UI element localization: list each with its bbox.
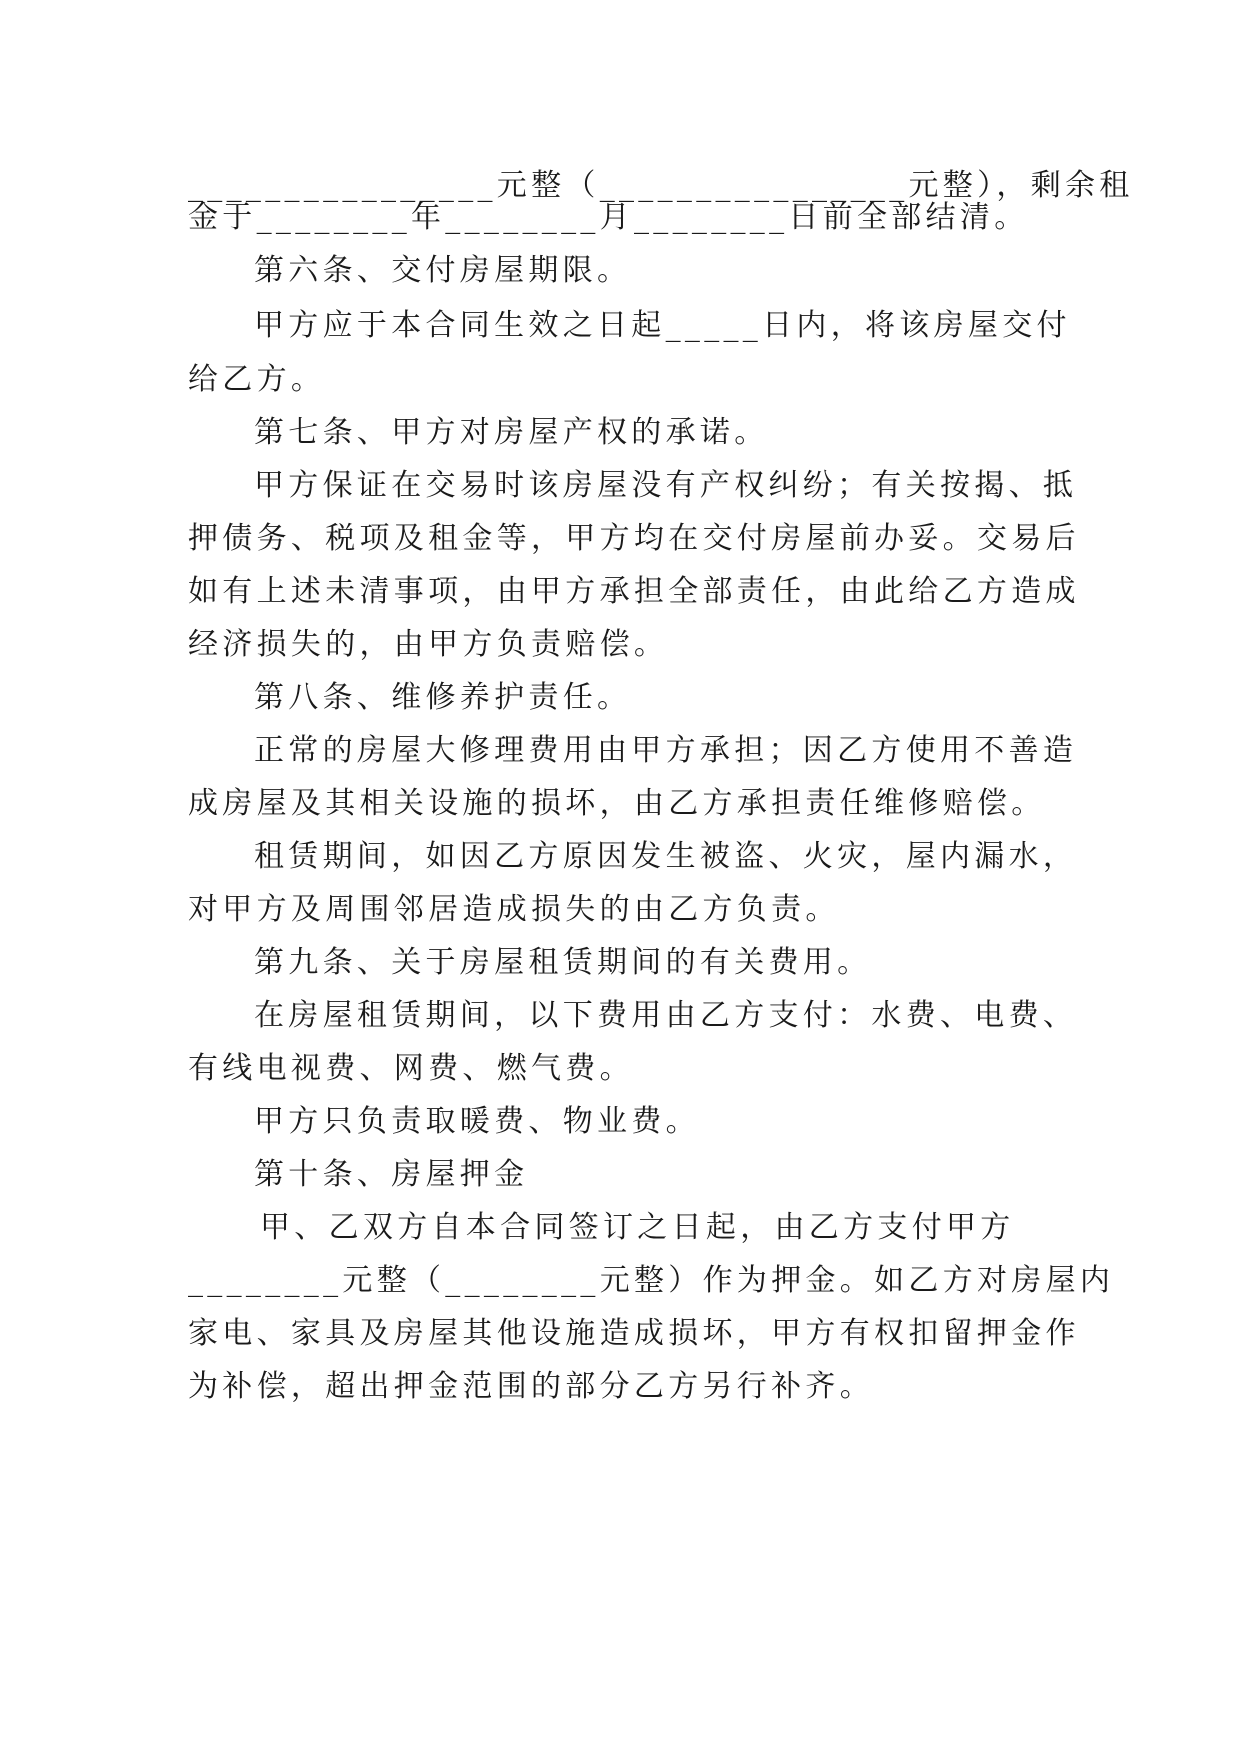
text-line: 甲方保证在交易时该房屋没有产权纠纷；有关按揭、抵 (254, 468, 1078, 503)
text-line: ________________元整（________________元整），剩余租 (188, 168, 1134, 203)
text-line: 家电、家具及房屋其他设施造成损坏，甲方有权扣留押金作 (188, 1316, 1080, 1351)
text-line: 甲方应于本合同生效之日起_____日内，将该房屋交付 (254, 308, 1071, 343)
text-line: 租赁期间，如因乙方原因发生被盗、火灾，屋内漏水， (254, 839, 1078, 874)
text-line: 如有上述未清事项，由甲方承担全部责任，由此给乙方造成 (188, 574, 1080, 609)
text-line: 甲方只负责取暖费、物业费。 (254, 1104, 700, 1139)
text-line: 经济损失的，由甲方负责赔偿。 (188, 627, 669, 662)
text-line: 成房屋及其相关设施的损坏，由乙方承担责任维修赔偿。 (188, 786, 1046, 821)
text-line: 甲、乙双方自本合同签订之日起，由乙方支付甲方 (260, 1210, 1015, 1245)
article-heading: 第八条、维修养护责任。 (254, 680, 632, 715)
article-heading: 第九条、关于房屋租赁期间的有关费用。 (254, 945, 872, 980)
text-line: 对甲方及周围邻居造成损失的由乙方负责。 (188, 892, 840, 927)
text-line: 押债务、税项及租金等，甲方均在交付房屋前办妥。交易后 (188, 521, 1080, 556)
text-line: 有线电视费、网费、燃气费。 (188, 1051, 634, 1086)
article-heading: 第七条、甲方对房屋产权的承诺。 (254, 415, 769, 450)
text-line: 金于________年________月________日前全部结清。 (188, 200, 1029, 235)
text-line: 正常的房屋大修理费用由甲方承担；因乙方使用不善造 (254, 733, 1078, 768)
article-heading: 第六条、交付房屋期限。 (254, 253, 632, 288)
article-heading: 第十条、房屋押金 (254, 1157, 529, 1192)
text-line: 为补偿，超出押金范围的部分乙方另行补齐。 (188, 1369, 874, 1404)
text-line: ________元整（________元整）作为押金。如乙方对房屋内 (188, 1263, 1115, 1298)
text-line: 给乙方。 (188, 362, 326, 397)
text-line: 在房屋租赁期间，以下费用由乙方支付：水费、电费、 (254, 998, 1078, 1033)
